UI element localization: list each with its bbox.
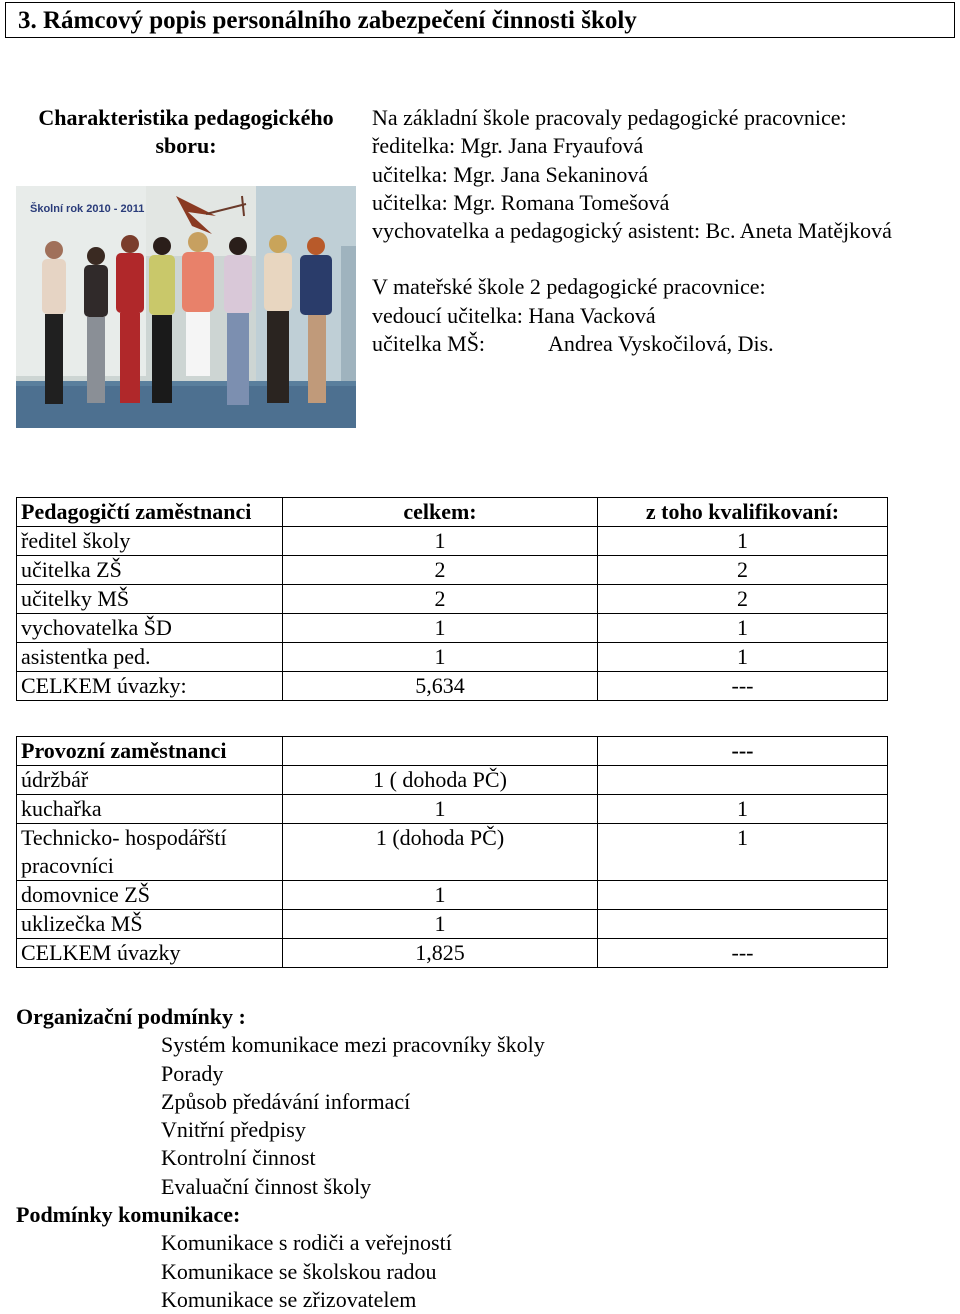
communication-item: Komunikace s rodiči a veřejností: [161, 1230, 452, 1256]
staff-characteristics-label: [16, 104, 356, 160]
row-qualified: 1: [598, 795, 888, 824]
row-total: 2: [283, 556, 598, 585]
table-row: [17, 643, 888, 672]
communication-heading: Podmínky komunikace:: [16, 1202, 241, 1228]
row-label: uklizečka MŠ: [17, 910, 283, 939]
row-label: CELKEM úvazky:: [17, 672, 283, 701]
row-label: CELKEM úvazky: [17, 939, 283, 968]
organization-item: Vnitřní předpisy: [161, 1117, 306, 1143]
header-cell: [283, 737, 598, 766]
row-total: 1: [283, 881, 598, 910]
section-title: 3. Rámcový popis personálního zabezpečení činnosti školy: [5, 2, 955, 38]
header-cell: Pedagogičtí zaměstnanci: [17, 498, 283, 527]
staff-line: učitelka: Mgr. Romana Tomešová: [372, 189, 670, 215]
row-total: 1: [283, 910, 598, 939]
header-cell: z toho kvalifikovaní:: [598, 498, 888, 527]
communication-item: Komunikace se zřizovatelem: [161, 1286, 417, 1312]
row-total: 1,825: [283, 939, 598, 968]
organization-item: Kontrolní činnost: [161, 1145, 316, 1171]
row-label: vychovatelka ŠD: [17, 614, 283, 643]
row-qualified: ---: [598, 672, 888, 701]
row-total: 1: [283, 614, 598, 643]
row-total: 2: [283, 585, 598, 614]
staff-list: [372, 104, 892, 358]
table-row-total: [17, 672, 888, 701]
row-qualified: ---: [598, 939, 888, 968]
table-row: [17, 585, 888, 614]
staff-group-photo: [16, 186, 356, 428]
ms-intro: V mateřské škole 2 pedagogické pracovnice:: [372, 274, 766, 300]
organization-item: Systém komunikace mezi pracovníky školy: [161, 1032, 545, 1058]
label-line-2: sboru:: [155, 133, 217, 158]
row-label: domovnice ZŠ: [17, 881, 283, 910]
table-row: [17, 824, 888, 881]
operational-staff-table: [16, 736, 888, 968]
row-qualified: [598, 881, 888, 910]
ms-teacher-role: učitelka MŠ:: [372, 331, 486, 357]
row-total: 1 (dohoda PČ): [283, 824, 598, 881]
header-cell: Provozní zaměstnanci: [17, 737, 283, 766]
label-line-1: Charakteristika pedagogického: [38, 105, 334, 130]
table-row: [17, 556, 888, 585]
row-qualified: 1: [598, 824, 888, 881]
zs-intro: Na základní škole pracovaly pedagogické pracovnice:: [372, 105, 847, 130]
organization-item: Evaluační činnost školy: [161, 1173, 372, 1199]
row-qualified: 1: [598, 614, 888, 643]
row-qualified: [598, 766, 888, 795]
row-total: 1 ( dohoda PČ): [283, 766, 598, 795]
table-row-total: [17, 939, 888, 968]
pedagogical-staff-table: [16, 497, 888, 701]
ms-lead: vedoucí učitelka: Hana Vacková: [372, 302, 656, 328]
row-qualified: 1: [598, 527, 888, 556]
table-row: [17, 881, 888, 910]
row-qualified: 2: [598, 585, 888, 614]
table-row: [17, 614, 888, 643]
row-qualified: [598, 910, 888, 939]
table-header-row: [17, 498, 888, 527]
table-row: [17, 910, 888, 939]
communication-item: Komunikace se školskou radou: [161, 1258, 437, 1284]
organization-heading: Organizační podmínky :: [16, 1004, 246, 1029]
row-qualified: 2: [598, 556, 888, 585]
ms-teacher: [372, 330, 892, 358]
organization-item: Způsob předávání informací: [161, 1088, 411, 1114]
photo-caption: Školní rok 2010 - 2011: [30, 203, 145, 215]
row-label: ředitel školy: [17, 527, 283, 556]
row-label: učitelka ZŠ: [17, 556, 283, 585]
staff-line: vychovatelka a pedagogický asistent: Bc. Aneta Matějková: [372, 218, 892, 244]
table-row: [17, 527, 888, 556]
row-total: 5,634: [283, 672, 598, 701]
header-cell: celkem:: [283, 498, 598, 527]
row-label: učitelky MŠ: [17, 585, 283, 614]
row-label: údržbář: [17, 766, 283, 795]
row-qualified: 1: [598, 643, 888, 672]
row-total: 1: [283, 643, 598, 672]
row-total: 1: [283, 527, 598, 556]
conditions-section: [16, 1003, 545, 1314]
staff-line: učitelka: Mgr. Jana Sekaninová: [372, 161, 649, 187]
row-total: 1: [283, 795, 598, 824]
row-label: kuchařka: [17, 795, 283, 824]
staff-line: ředitelka: Mgr. Jana Fryaufová: [372, 133, 644, 159]
row-label: asistentka ped.: [17, 643, 283, 672]
table-row: [17, 766, 888, 795]
table-header-row: [17, 737, 888, 766]
table-row: [17, 795, 888, 824]
header-cell: ---: [598, 737, 888, 766]
ms-teacher-name: Andrea Vyskočilová, Dis.: [548, 331, 774, 357]
organization-item: Porady: [161, 1060, 224, 1086]
row-label: Technicko- hospodářští pracovníci: [17, 824, 283, 881]
